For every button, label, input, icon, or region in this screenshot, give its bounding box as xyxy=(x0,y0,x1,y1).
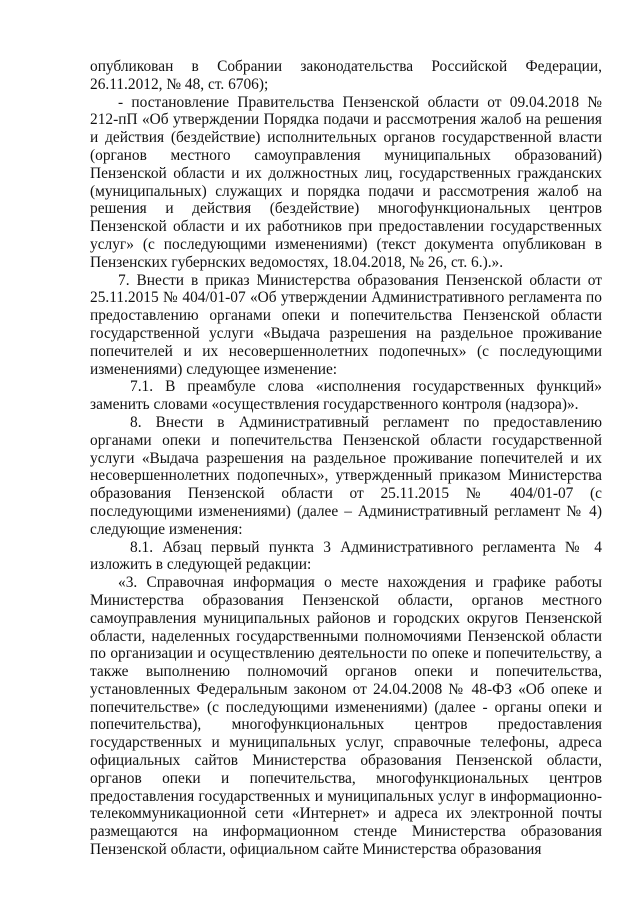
paragraph-item-7: 7. Внести в приказ Министерства образования Пензенской области от 25.11.2015 № 404/01-07 «Об утверждении Административного регламента по предоставлению органами опеки и попечительства Пензенской области государственной услуги «Выдача разрешения на раздельное проживание попечителей и их несовершеннолетних подопечных» (с последующими изменениями) следующее изменение: xyxy=(90,271,602,378)
document-page xyxy=(90,58,602,859)
paragraph-item-8: 8. Внести в Административный регламент по предоставлению органами опеки и попечительства Пензенской области государственной услуги «Выдача разрешения на раздельное проживание попечителей и их несовершеннолетних подопечных», утвержденный приказом Министерства образования Пензенской области от 25.11.2015 № 404/01-07 (с последующими изменениями) (далее – Административный регламент № 4) следующие изменения: xyxy=(90,413,602,538)
paragraph-item-8-1: 8.1. Абзац первый пункта 3 Административного регламента № 4 изложить в следующей редакции: xyxy=(90,538,602,574)
paragraph-item-7-1: 7.1. В преамбуле слова «исполнения государственных функций» заменить словами «осуществления государственного контроля (надзора)». xyxy=(90,378,602,414)
paragraph-resolution-212pp: - постановление Правительства Пензенской области от 09.04.2018 № 212-пП «Об утверждении Порядка подачи и рассмотрения жалоб на решения и действия (бездействие) исполнительных органов государственной власти (органов местного самоуправления муниципальных образований) Пензенской области и их должностных лиц, государственных гражданских (муниципальных) служащих и порядка подачи и рассмотрения жалоб на решения и действия (бездействие) многофункциональных центров Пензенской области и их работников при предоставлении государственных услуг» (с последующими изменениями) (текст документа опубликован в Пензенских губернских ведомостях, 18.04.2018, № 26, ст. 6.).». xyxy=(90,93,602,271)
paragraph-item-3-reference-info: «3. Справочная информация о месте нахождения и графике работы Министерства образования Пензенской области, органов местного самоуправления муниципальных районов и городских округов Пензенской области, наделенных государственными полномочиями Пензенской области по организации и осуществлению деятельности по опеке и попечительству, а также выполнению полномочий органов опеки и попечительства, установленных Федеральным законом от 24.04.2008 № 48-ФЗ «Об опеке и попечительстве» (с последующими изменениями) (далее - органы опеки и попечительства), многофункциональных центров предоставления государственных и муниципальных услуг, справочные телефоны, адреса официальных сайтов Министерства образования Пензенской области, органов опеки и попечительства, многофункциональных центров предоставления государственных и муниципальных услуг в информационно-телекоммуникационной сети «Интернет» и адреса их электронной почты размещаются на информационном стенде Министерства образования Пензенской области, официальном сайте Министерства образования xyxy=(90,574,602,859)
paragraph-publication-note: опубликован в Собрании законодательства Российской Федерации, 26.11.2012, № 48, ст. 6706); xyxy=(90,58,602,93)
